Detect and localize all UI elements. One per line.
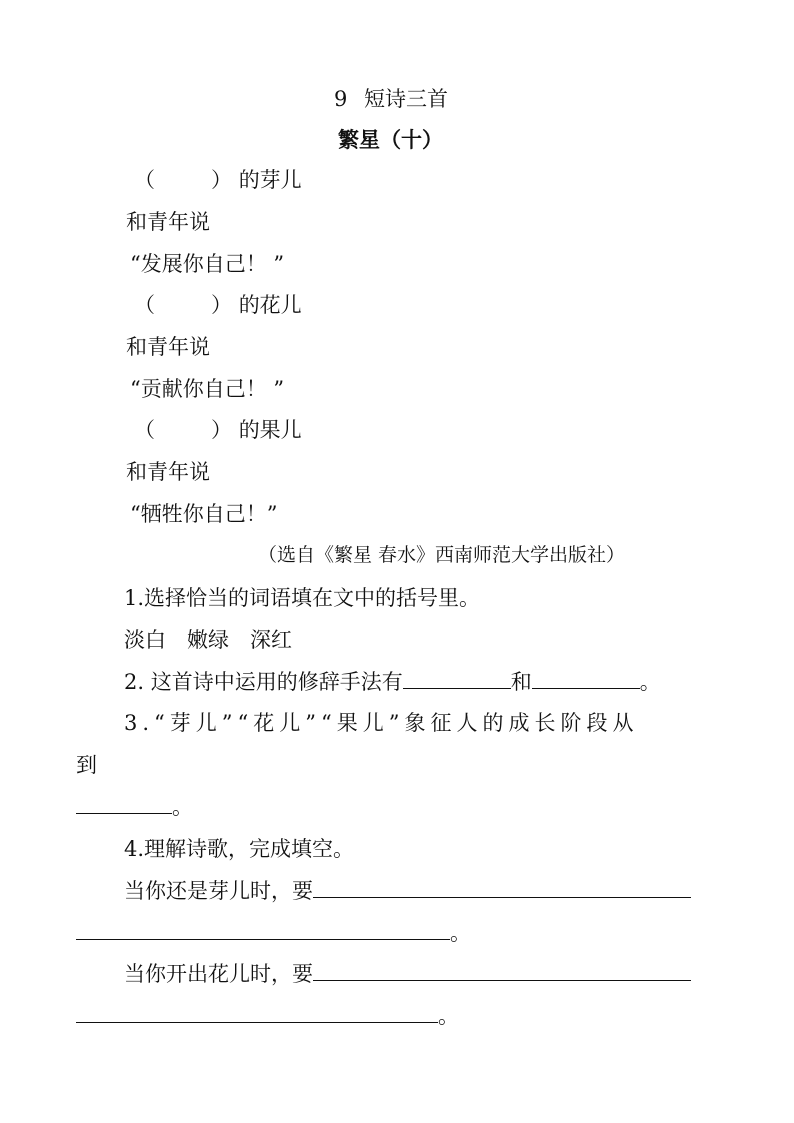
bracket-close: ） — [211, 168, 232, 192]
poem-line: 和青年说 — [126, 335, 210, 359]
question-text: 2. 这首诗中运用的修辞手法有 — [124, 670, 403, 694]
question-text: 。 — [172, 795, 193, 819]
question-text: 。 — [438, 1004, 459, 1028]
question-2 — [124, 668, 661, 696]
poem-line: 和青年说 — [126, 460, 210, 484]
lesson-number: 9 — [334, 87, 348, 111]
question-4-line-2-cont — [76, 1002, 459, 1030]
lesson-title: 短诗三首 — [364, 87, 448, 111]
answer-blank[interactable] — [313, 960, 691, 981]
answer-blank[interactable] — [76, 919, 450, 940]
word-option: 淡白 — [124, 628, 166, 652]
bracket-open: （ — [134, 293, 155, 317]
poem-text: 的花儿 — [238, 293, 302, 317]
answer-blank[interactable] — [76, 793, 172, 814]
poem-title: 繁星（十） — [338, 127, 443, 152]
answer-blank[interactable] — [313, 877, 691, 898]
bracket-open: （ — [134, 418, 155, 442]
poem-text: 的芽儿 — [238, 168, 302, 192]
poem-line: 和青年说 — [126, 210, 210, 234]
word-options — [124, 626, 292, 654]
question-text: 。 — [450, 921, 471, 945]
answer-blank[interactable] — [403, 668, 511, 689]
poem-line: “牺牲你自己！” — [130, 502, 278, 526]
poem-line-blank-2 — [134, 291, 302, 319]
source-citation: （选自《繁星 春水》西南师范大学出版社） — [258, 544, 626, 566]
page-title — [334, 85, 448, 113]
bracket-close: ） — [211, 418, 232, 442]
question-1: 1.选择恰当的词语填在文中的括号里。 — [124, 586, 481, 610]
word-option: 嫩绿 — [187, 628, 229, 652]
poem-line: “发展你自己！ ” — [130, 252, 285, 276]
answer-blank[interactable] — [532, 668, 640, 689]
question-text: 当你还是芽儿时，要 — [124, 879, 313, 903]
bracket-open: （ — [134, 168, 155, 192]
question-text: 。 — [639, 670, 661, 694]
question-3-answer — [76, 793, 193, 821]
question-4-line-2 — [124, 960, 691, 988]
question-4-line-1 — [124, 877, 691, 905]
question-3: 3.“芽儿”“花儿”“果儿”象征人的成长阶段从 — [124, 711, 639, 735]
question-4-line-1-cont — [76, 919, 471, 947]
answer-blank[interactable] — [76, 1002, 438, 1023]
question-text: 和 — [510, 670, 532, 694]
poem-line-blank-3 — [134, 416, 302, 444]
question-3-cont: 到 — [76, 753, 97, 777]
poem-line: “贡献你自己！ ” — [130, 377, 285, 401]
question-text: 当你开出花儿时，要 — [124, 962, 313, 986]
word-option: 深红 — [250, 628, 292, 652]
poem-text: 的果儿 — [238, 418, 302, 442]
bracket-close: ） — [211, 293, 232, 317]
question-4: 4.理解诗歌，完成填空。 — [124, 837, 355, 861]
poem-line-blank-1 — [134, 166, 302, 194]
